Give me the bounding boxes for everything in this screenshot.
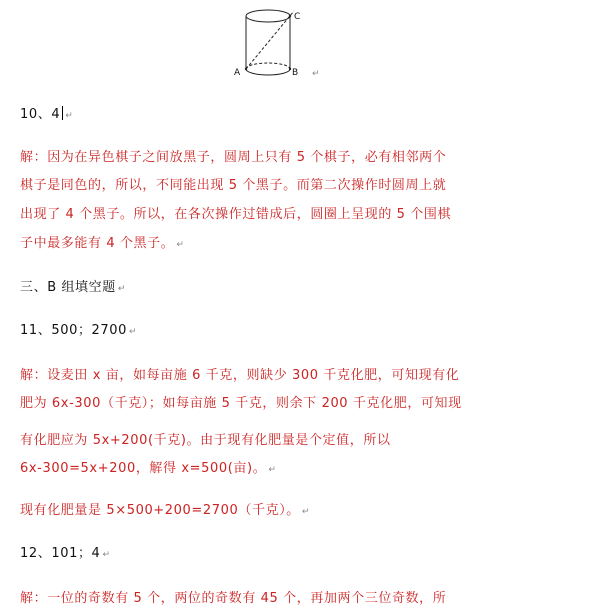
cylinder-bottom-back [246, 63, 290, 69]
line-text: 11、500；2700 [20, 323, 128, 338]
line-text: 棋子是同色的，所以，不同能出现 5 个黑子。而第二次操作时圆周上就 [20, 178, 447, 193]
text-line [20, 236, 185, 253]
paragraph-return-mark: ↵ [268, 465, 277, 475]
line-text: 解：因为在异色棋子之间放黑子，圆周上只有 5 个棋子，必有相邻两个 [20, 150, 447, 165]
cylinder-top-ellipse [246, 10, 290, 22]
line-text: 子中最多能有 4 个黑子。 [20, 236, 175, 251]
paragraph-return-mark: ↵ [301, 507, 311, 517]
text-line [20, 106, 73, 124]
line-text: 现有化肥量是 5×500+200=2700（千克）。 [20, 503, 300, 518]
text-line [20, 178, 446, 194]
line-text: 出现了 4 个黑子。所以，在各次操作过错成后，圆圈上呈现的 5 个围棋 [20, 207, 452, 222]
point-c [289, 15, 291, 17]
text-line [20, 207, 451, 223]
line-text: 有化肥应为 5x+200(千克)。由于现有化肥量是个定值，所以 [20, 433, 391, 448]
line-text: 12、101；4 [20, 546, 101, 561]
paragraph-return-mark: ↵ [129, 327, 138, 337]
text-line [20, 368, 459, 384]
label-a: A [234, 68, 241, 78]
text-line [20, 546, 111, 563]
text-line [20, 150, 446, 166]
point-a [245, 68, 247, 70]
line-text: 10、4 [20, 107, 61, 122]
text-line [20, 280, 126, 297]
paragraph-return-mark: ↵ [176, 240, 185, 250]
cylinder-bottom-front [246, 69, 290, 75]
text-line [20, 503, 310, 520]
line-text: 肥为 6x-300（千克）；如每亩施 5 千克，则余下 200 千克化肥，可知现 [20, 396, 462, 411]
line-text: 6x-300=5x+200，解得 x=500(亩)。 [20, 461, 267, 476]
figure-return-mark: ↵ [312, 69, 320, 79]
line-text: 三、B 组填空题 [20, 280, 116, 295]
line-text: 解：一位的奇数有 5 个，两位的奇数有 45 个，再加两个三位奇数，所 [20, 591, 447, 606]
text-line [20, 396, 462, 412]
paragraph-return-mark: ↵ [117, 284, 127, 294]
text-line [20, 323, 137, 340]
line-text: 解：设麦田 x 亩，如每亩施 6 千克，则缺少 300 千克化肥，可知现有化 [20, 368, 460, 383]
diagonal-ac [246, 11, 294, 69]
text-cursor [62, 106, 63, 120]
paragraph-return-mark: ↵ [65, 111, 74, 121]
label-b: B [292, 68, 299, 78]
label-c: C [294, 12, 301, 22]
text-line [20, 461, 276, 478]
paragraph-return-mark: ↵ [102, 550, 111, 560]
text-line [20, 591, 446, 607]
point-b [289, 68, 291, 70]
text-line [20, 433, 391, 449]
